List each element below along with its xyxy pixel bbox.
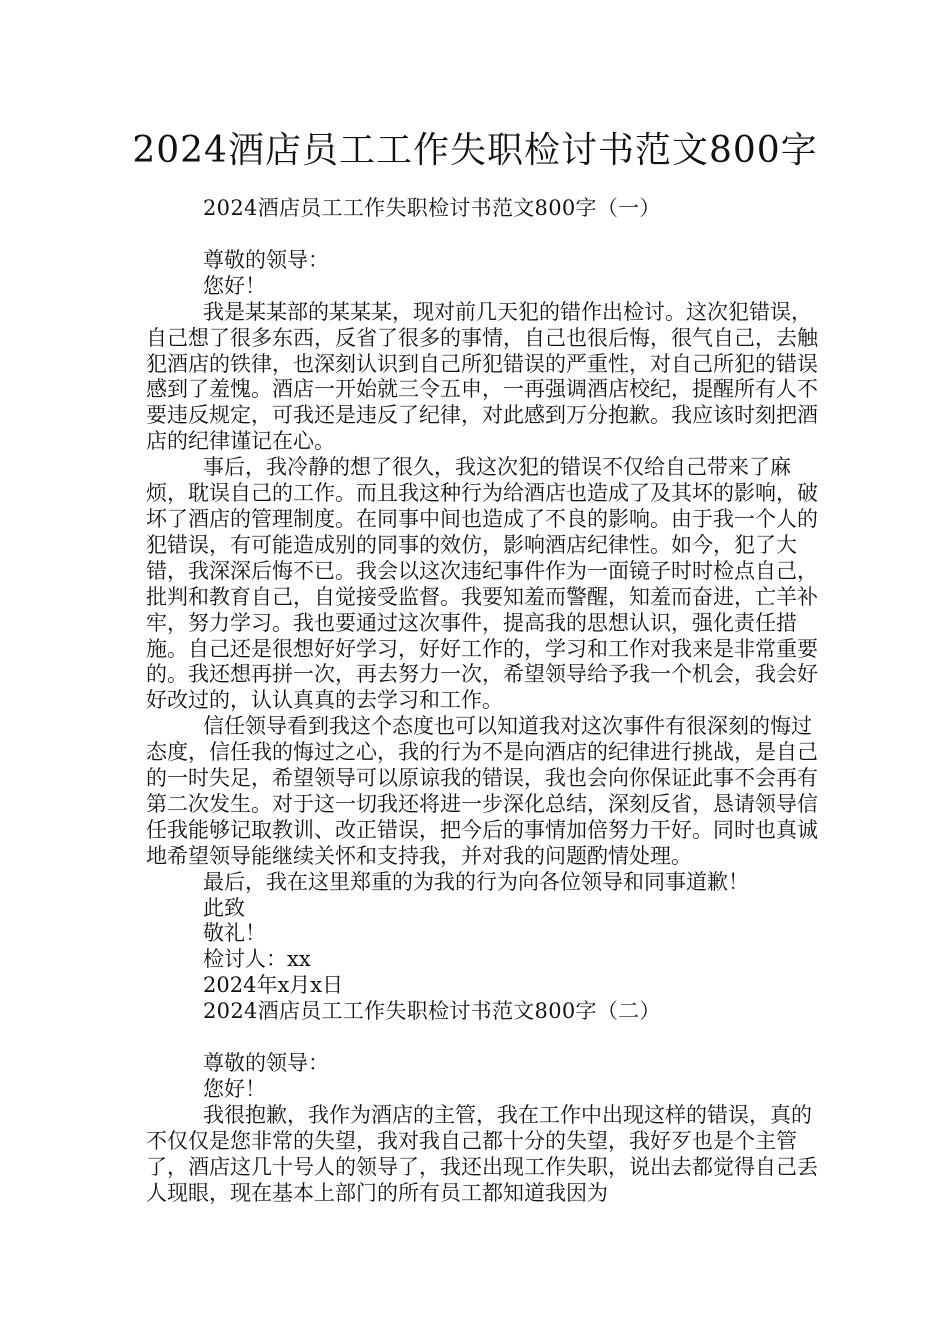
spacer <box>146 222 826 248</box>
spacer <box>146 1025 826 1051</box>
paragraph: 事后，我冷静的想了很久，我这次犯的错误不仅给自己带来了麻烦，耽误自己的工作。而且我这种行为给酒店也造成了及其坏的影响，破坏了酒店的管理制度。在同事中间也造成了不良的影响。由于我一个人的犯错误，有可能造成别的同事的效仿，影响酒店纪律性。如今，犯了大错，我深深后悔不已。我会以这次违纪事件作为一面镜子时时检点自己，批判和教育自己，自觉接受监督。我要知羞而警醒，知羞而奋进，亡羊补牢，努力学习。我也要通过这次事件，提高我的思想认识，强化责任措施。自己还是很想好好学习，好好工作的，学习和工作对我来是非常重要的。我还想再拼一次，再去努力一次，希望领导给予我一个机会，我会好好改过的，认认真真的去学习和工作。 <box>146 455 818 713</box>
paragraph: 我是某某部的某某某，现对前几天犯的错作出检讨。这次犯错误，自己想了很多东西，反省了很多的事情，自己也很后悔，很气自己，去触犯酒店的铁律，也深刻认识到自己所犯错误的严重性，对自己所犯的错误感到了羞愧。酒店一开始就三令五申，一再强调酒店校纪，提醒所有人不要违反规定，可我还是违反了纪律，对此感到万分抱歉。我应该时刻把酒店的纪律谨记在心。 <box>146 299 818 454</box>
signer: 检讨人：xx <box>203 947 311 972</box>
paragraph: 最后，我在这里郑重的为我的行为向各位领导和同事道歉！ <box>203 869 749 894</box>
greeting: 您好！ <box>203 273 266 298</box>
closing-salute: 敬礼！ <box>203 921 266 946</box>
section-heading-2: 2024酒店员工工作失职检讨书范文800字（二） <box>203 999 661 1024</box>
date: 2024年x月x日 <box>203 973 344 998</box>
document-title: 2024酒店员工工作失职检讨书范文800字 <box>132 130 818 171</box>
closing-line: 此致 <box>203 895 245 920</box>
section-heading-1: 2024酒店员工工作失职检讨书范文800字（一） <box>203 196 661 220</box>
salutation: 尊敬的领导： <box>203 247 329 272</box>
salutation: 尊敬的领导： <box>203 1051 329 1076</box>
document-body <box>146 196 826 1207</box>
paragraph: 我很抱歉，我作为酒店的主管，我在工作中出现这样的错误，真的不仅仅是您非常的失望，我对我自己都十分的失望，我好歹也是个主管了，酒店这几十号人的领导了，我还出现工作失职，说出去都觉得自己丢人现眼，现在基本上部门的所有员工都知道我因为 <box>146 1102 818 1205</box>
greeting: 您好！ <box>203 1077 266 1101</box>
paragraph: 信任领导看到我这个态度也可以知道我对这次事件有很深刻的悔过态度，信任我的悔过之心，我的行为不是向酒店的纪律进行挑战，是自己的一时失足，希望领导可以原谅我的错误，我也会向你保证此事不会再有第二次发生。对于这一切我还将进一步深化总结，深刻反省，恳请领导信任我能够记取教训、改正错误，把今后的事情加倍努力干好。同时也真诚地希望领导能继续关怀和支持我，并对我的问题酌情处理。 <box>146 714 818 868</box>
